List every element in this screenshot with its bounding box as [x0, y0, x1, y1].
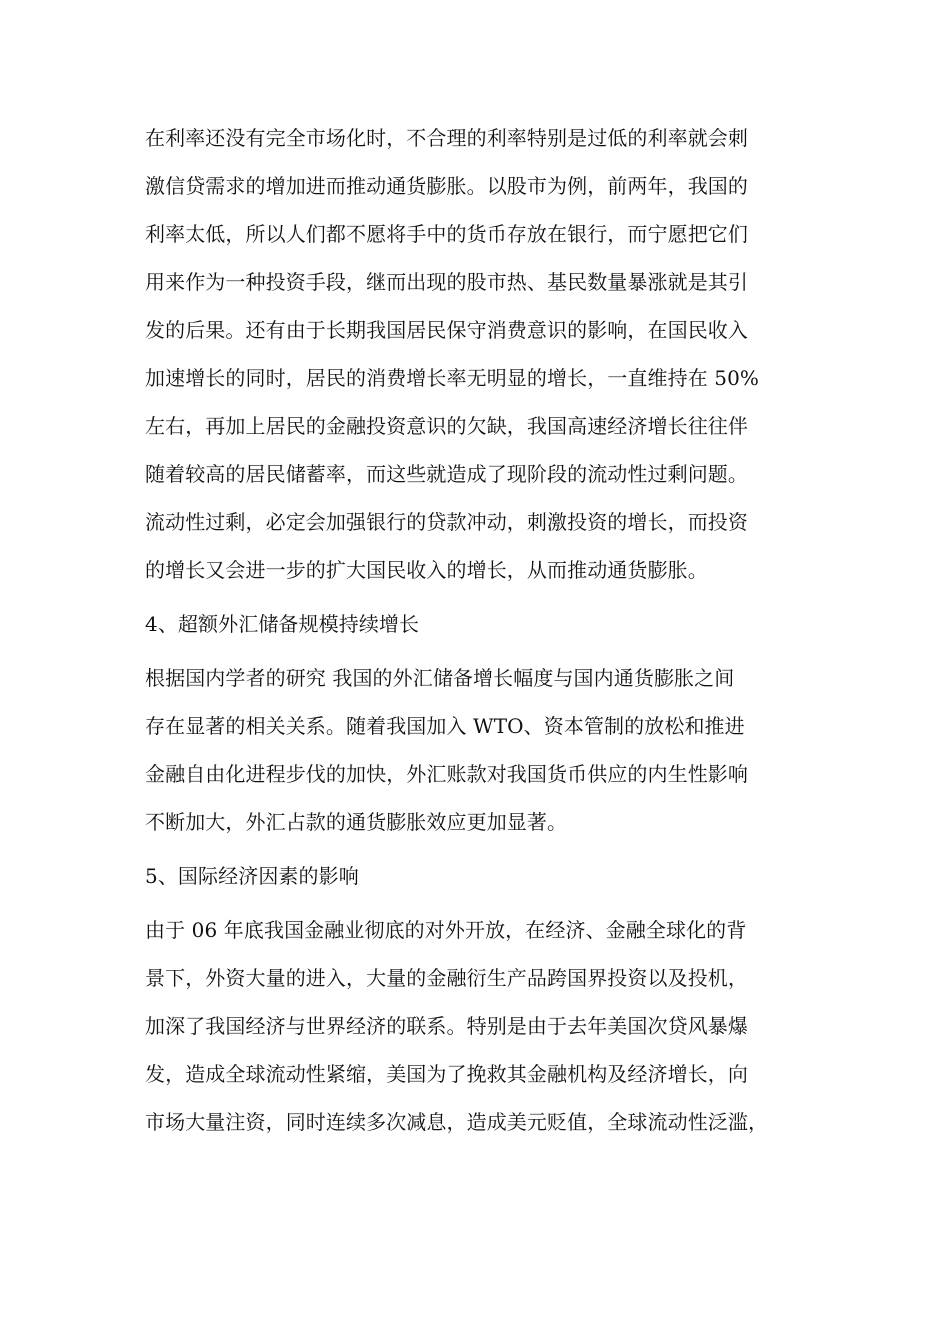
section-heading: 5、国际经济因素的影响 — [145, 864, 359, 888]
paragraph-line: 的增长又会进一步的扩大国民收入的增长，从而推动通货膨胀。 — [145, 558, 708, 582]
paragraph-line: 发，造成全球流动性紧缩，美国为了挽救其金融机构及经济增长，向 — [145, 1062, 748, 1086]
paragraph-line: 激信贷需求的增加进而推动通货膨胀。以股市为例，前两年，我国的 — [145, 174, 748, 198]
paragraph-line: 不断加大，外汇占款的通货膨胀效应更加显著。 — [145, 810, 568, 834]
document-page — [145, 114, 810, 1146]
paragraph-line: 用来作为一种投资手段，继而出现的股市热、基民数量暴涨就是其引 — [145, 270, 748, 294]
paragraph-line: 根据国内学者的研究 我国的外汇储备增长幅度与国内通货膨胀之间 — [145, 666, 735, 690]
paragraph-line: 发的后果。还有由于长期我国居民保守消费意识的影响，在国民收入 — [145, 318, 748, 342]
paragraph-line: 随着较高的居民储蓄率，而这些就造成了现阶段的流动性过剩问题。 — [145, 462, 748, 486]
paragraph-line: 加深了我国经济与世界经济的联系。特别是由于去年美国次贷风暴爆 — [145, 1014, 748, 1038]
paragraph-line: 左右，再加上居民的金融投资意识的欠缺，我国高速经济增长往往伴 — [145, 414, 748, 438]
paragraph-line: 存在显著的相关关系。随着我国加入 WTO、资本管制的放松和推进 — [145, 714, 745, 738]
paragraph-line: 加速增长的同时，居民的消费增长率无明显的增长，一直维持在 50% — [145, 366, 760, 390]
paragraph-line: 由于 06 年底我国金融业彻底的对外开放，在经济、金融全球化的背 — [145, 918, 747, 942]
paragraph-liquidity — [145, 114, 810, 594]
paragraph-line: 金融自由化进程步伐的加快，外汇账款对我国货币供应的内生性影响 — [145, 762, 748, 786]
section-heading-4 — [145, 600, 810, 648]
paragraph-line: 利率太低，所以人们都不愿将手中的货币存放在银行，而宁愿把它们 — [145, 222, 748, 246]
paragraph-line: 流动性过剩，必定会加强银行的贷款冲动，刺激投资的增长，而投资 — [145, 510, 748, 534]
paragraph-forex-reserves — [145, 654, 810, 846]
paragraph-line: 景下，外资大量的进入，大量的金融衍生产品跨国界投资以及投机， — [145, 966, 748, 990]
section-heading-5 — [145, 852, 810, 900]
paragraph-line: 在利率还没有完全市场化时，不合理的利率特别是过低的利率就会刺 — [145, 126, 748, 150]
section-heading: 4、超额外汇储备规模持续增长 — [145, 612, 420, 636]
paragraph-international-factors — [145, 906, 810, 1146]
paragraph-line: 市场大量注资，同时连续多次减息，造成美元贬值，全球流动性泛滥， — [145, 1110, 769, 1134]
